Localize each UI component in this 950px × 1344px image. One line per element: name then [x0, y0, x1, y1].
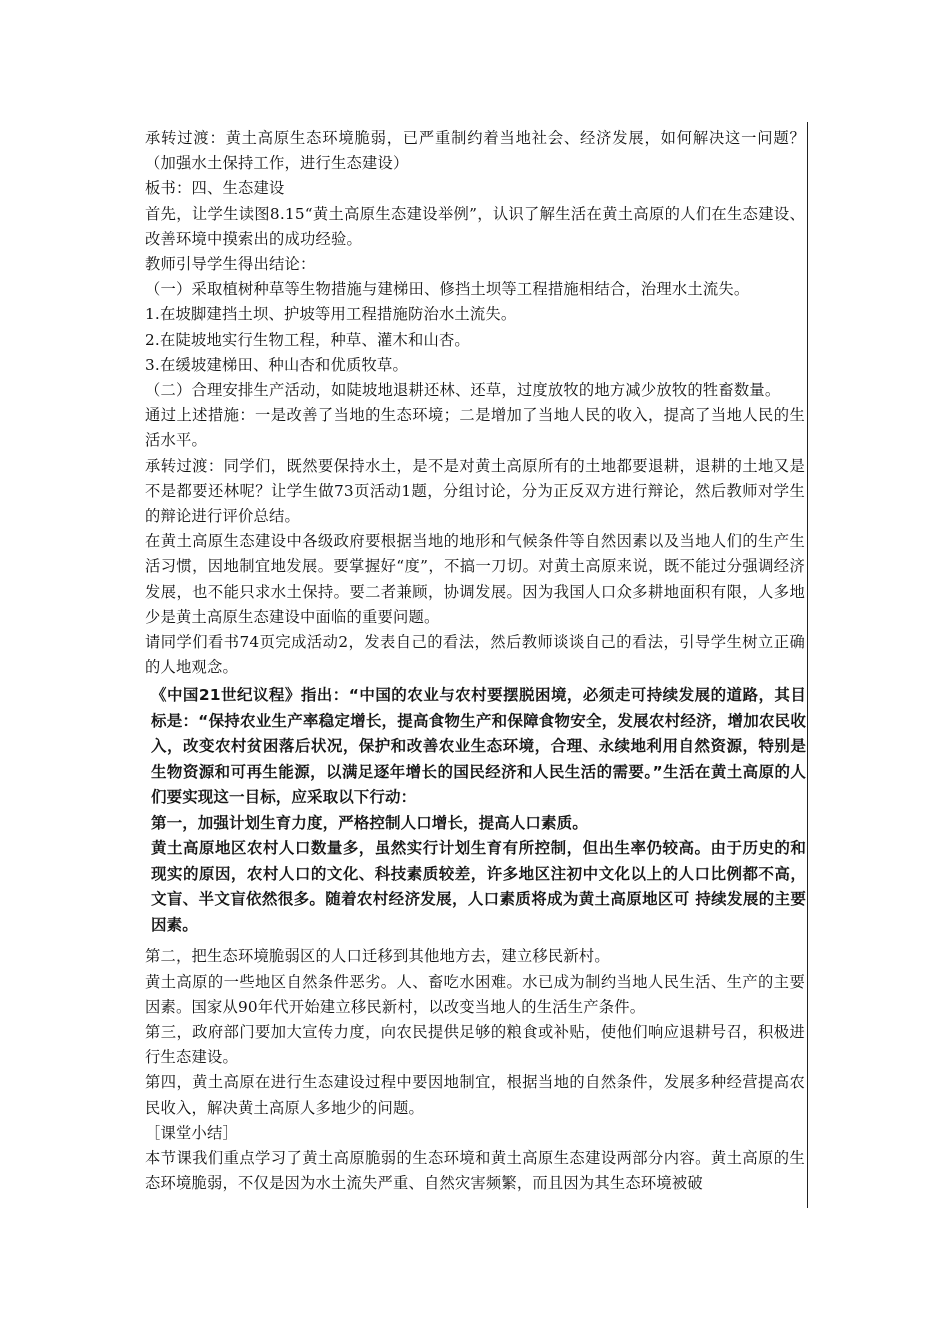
measure-one: （一）采取植树种草等生物措施与建梯田、修挡土坝等工程措施相结合，治理水土流失。: [145, 280, 750, 299]
action-four: 第四，黄土高原在进行生态建设过程中要因地制宜，根据当地的自然条件，发展多种经营提高农民收入，解决黄土高原人多地少的问题。: [145, 1073, 805, 1117]
activity-paragraph: 请同学们看书74页完成活动2，发表自己的看法，然后教师谈谈自己的看法，引导学生树立正确的人地观念。: [145, 633, 805, 677]
action-two-detail: 黄土高原的一些地区自然条件恶劣。人、畜吃水困难。水已成为制约当地人民生活、生产的主要因素。国家从90年代开始建立移民新村，以改变当地人的生活生产条件。: [145, 972, 805, 1016]
action-three: 第三，政府部门要加大宣传力度，向农民提供足够的粮食或补贴，使他们响应退耕号召，积极进行生态建设。: [145, 1023, 805, 1067]
agenda21-quote-block: [151, 683, 806, 938]
measure-results: 通过上述措施：一是改善了当地的生态环境；二是增加了当地人民的收入，提高了当地人民的生活水平。: [145, 406, 805, 450]
action-one-heading: 第一，加强计划生育力度，严格控制人口增长，提高人口素质。: [151, 813, 588, 832]
conclusion-intro: 教师引导学生得出结论：: [145, 255, 316, 274]
government-paragraph: 在黄土高原生态建设中各级政府要根据当地的地形和气候条件等自然因素以及当地人们的生产生活习惯，因地制宜地发展。要掌握好“度”，不搞一刀切。对黄土高原来说，既不能过分强调经济发展，也不能只求水土保持。要二者兼顾，协调发展。因为我国人口众多耕地面积有限，人多地少是黄土高原生态建设中面临的重要问题。: [145, 532, 805, 626]
table-cell-border: [807, 122, 808, 1208]
summary-heading: ［课堂小结］: [145, 1123, 238, 1142]
measure-item-2: 2.在陡坡地实行生物工程，种草、灌木和山杏。: [145, 330, 470, 349]
transition-paragraph-2: 承转过渡：同学们，既然要保持水土，是不是对黄土高原所有的土地都要退耕，退耕的土地又是不是都要还林呢？让学生做73页活动1题，分组讨论，分为正反双方进行辩论，然后教师对学生的辩论进行评价总结。: [145, 456, 805, 526]
agenda21-quote: 《中国21世纪议程》指出：“中国的农业与农村要摆脱困境，必须走可持续发展的道路，其目标是：“保持农业生产率稳定增长，提高食物生产和保障食物安全，发展农村经济，增加农民收入，改变农村贫困落后状况，保护和改善农业生态环境，合理、永续地利用自然资源，特别是生物资源和可再生能源，以满足逐年增长的国民经济和人民生活的需要。”生活在黄土高原的人们要实现这一目标，应采取以下行动：: [151, 686, 806, 807]
measure-item-3: 3.在缓坡建梯田、种山杏和优质牧草。: [145, 355, 408, 374]
measure-two: （二）合理安排生产活动，如陡坡地退耕还林、还草，过度放牧的地方减少放牧的牲畜数量。: [145, 381, 781, 400]
action-one-detail: 黄土高原地区农村人口数量多，虽然实行计划生育有所控制，但出生率仍较高。由于历史的和现实的原因，农村人口的文化、科技素质较差，许多地区注初中文化以上的人口比例都不高，文盲、半文盲依然很多。随着农村经济发展，人口素质将成为黄土高原地区可 持续发展的主要因素。: [151, 839, 806, 934]
board-heading: 板书：四、生态建设: [145, 179, 285, 198]
lesson-content: [145, 126, 805, 1197]
measure-item-1: 1.在坡脚建挡土坝、护坡等用工程措施防治水土流失。: [145, 305, 517, 324]
figure-reading-paragraph: 首先，让学生读图8.15“黄土高原生态建设举例”，认识了解生活在黄土高原的人们在生态建设、改善环境中摸索出的成功经验。: [145, 204, 805, 248]
summary-paragraph: 本节课我们重点学习了黄土高原脆弱的生态环境和黄土高原生态建设两部分内容。黄土高原的生态环境脆弱，不仅是因为水土流失严重、自然灾害频繁，而且因为其生态环境被破: [145, 1149, 805, 1193]
action-two-heading: 第二，把生态环境脆弱区的人口迁移到其他地方去，建立移民新村。: [145, 947, 610, 966]
transition-paragraph-1: 承转过渡：黄土高原生态环境脆弱，已严重制约着当地社会、经济发展，如何解决这一问题？（加强水土保持工作，进行生态建设）: [145, 129, 805, 173]
